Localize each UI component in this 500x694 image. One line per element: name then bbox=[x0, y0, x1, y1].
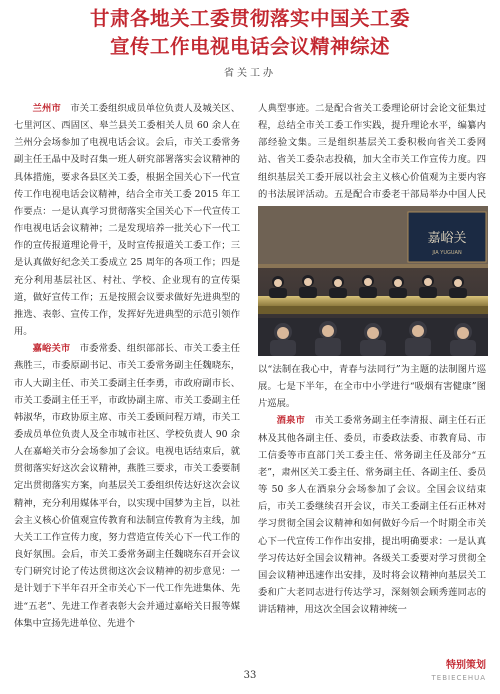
banner-sub: JIA YUGUAN bbox=[432, 250, 462, 256]
article-author: 省关工办 bbox=[224, 68, 276, 79]
section-tag-en: TEBIECEHUA bbox=[431, 674, 486, 682]
right-column-mid-text: 以“法制在我心中，青春与法同行”为主题的法制图片巡展。七是下半年，在全市中小学进行“吸烟有害健康”图片巡展。 bbox=[258, 364, 486, 410]
article-title-line2: 宣传工作电视电话会议精神综述 bbox=[109, 35, 390, 58]
paragraph-jiayuguan bbox=[14, 340, 240, 632]
city-lead-jiayuguan: 嘉峪关市 bbox=[32, 343, 71, 355]
section-tag-cn: 特别策划 bbox=[446, 660, 486, 671]
paragraph-lanzhou bbox=[14, 100, 240, 340]
meeting-photo bbox=[258, 206, 488, 356]
right-column-bottom bbox=[258, 361, 486, 618]
city-lead-lanzhou: 兰州市 bbox=[32, 103, 61, 114]
paragraph-body: 市委常委、组织部部长、市关工委主任燕胜三，市委原副书记、市关工委常务副主任魏晓东，市人大副主任、市关工委副主任李勇，市政府副市长、市关工委副主任王平，市政协副主席、市关工委副主任韩淑华，市政协原主席、市关工委顾问程万靖，市关工委成员单位负责人及全市城市社区、学校负责人 90 余人在嘉峪关市分会场参加了会议。电视电话结束后，就贯彻落实好这次会议精神，燕胜三要求，市关工委要制定出贯彻落实方案，向基层关工委组织传达好这次会议精神，充分利用媒体平台，以实现中国梦为主旨，以社会主义核心价值观宣传教育和法制宣传教育为主线，加大关工工作宣传力度，努力营造宣传关心下一代工作的良好氛围。会后，市关工委常务副主任魏晓东召开会议专门研究讨论了传达贯彻这次会议精神的初步意见：一是计划于下半年召开全市关心下一代工作先进集体、先进“五老”、先进工作者表彰大会并通过嘉峪关日报等媒体集中宣扬先进单位、先进个 bbox=[14, 343, 240, 629]
paragraph-body: 市关工委常务副主任李清报、副主任石正林及其他各副主任、委员，市委政法委、市教育局、市工信委等市直部门关工委主任、常务副主任及部分“五老”，肃州区关工委主任、常务副主任、各副主任、委员等 50 多人在酒泉分会场参加了会议。全国会议结束后，市关工委继续召开会议，市关工委副主任石正林对学习贯彻全国会议精神和如何做好今后一个时期全市关心下一代宣传工作作出安排，提出明确要求：一是认真学习传达好全国会议精神。各级关工委要对学习贯彻全国会议精神迅速作出安排，及时将会议精神向基层关工委和广大老同志进行传达学习，深刻领会顾秀莲同志的讲话精神，用这次全国会议精神统一 bbox=[258, 415, 486, 616]
section-tag bbox=[432, 660, 486, 684]
paragraph-body: 市关工委组织成员单位负责人及城关区、七里河区、西固区、皋兰县关工委相关人员 60 余人在兰州分会场参加了电视电话会议。会后，市关工委常务副主任王晶中及时召集一班人研究部署落实会议精神的具体措施，要求各县区关工委，根据全国关心下一代宣传工作电视电话会议精神，结合全市关工委 2015 年工作要点：一是认真学习贯彻落实全国关心下一代宣传工作电视电话会议精神；二是发现培养一批关心下一代工作的宣传报道理论骨干，及时宣传报道关工委工作；三是认真做好纪念关工委成立 25 周年的各项工作；四是充分利用基层社区、村社、学校、企业现有的宣传渠道，做好宣传工作；五是按照会议要求做好先进典型的推选、表彰、宣传工作，发挥好先进典型的示范引领作用。 bbox=[14, 103, 240, 338]
right-column-top-text: 人典型事迹。二是配合省关工委理论研讨会论文征集过程，总结全市关工委工作实践，提升理论水平，编纂内部经验文集。三是组织基层关工委积极向省关工委网站、省关工委杂志投稿，加大全市关工作宣传力度。四组织基层关工委开展以社会主义核心价值观为主要内容的书法展评活动。五是配合市委老干部局举办中国人民 bbox=[258, 103, 486, 200]
left-column bbox=[14, 100, 240, 632]
page-number: 33 bbox=[243, 670, 257, 681]
city-lead-jiuquan: 酒泉市 bbox=[276, 415, 306, 427]
banner-text: 嘉峪关 bbox=[427, 231, 467, 246]
article-title-line1: 甘肃各地关工委贯彻落实中国关工委 bbox=[89, 7, 410, 30]
paragraph-jiuquan bbox=[258, 412, 486, 618]
